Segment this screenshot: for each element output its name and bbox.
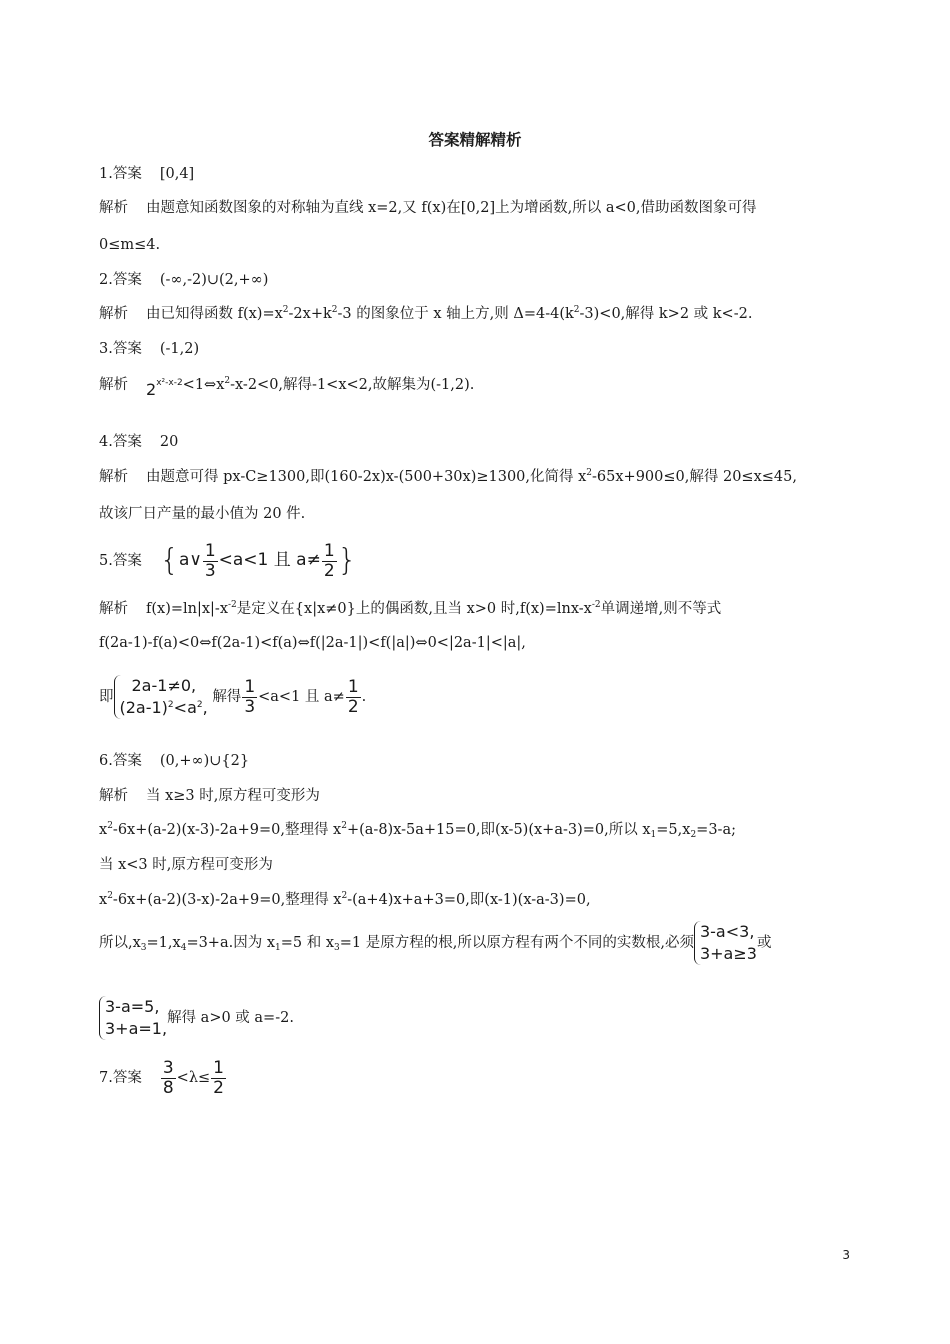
q5-exp-sup2: -2 xyxy=(591,600,601,610)
q6-line3: 当 x<3 时,原方程可变形为 xyxy=(99,857,273,873)
q2-exp-c: -3 的图象位于 x 轴上方,则 Δ=4-4(k xyxy=(337,306,574,322)
q2-answer: (-∞,-2)∪(2,+∞) xyxy=(159,272,269,288)
q5-res-fraction-1 xyxy=(242,678,257,717)
q3-power xyxy=(146,380,183,400)
q2-label: 2.答案 xyxy=(99,272,142,288)
q5-exp-sup1: -2 xyxy=(228,600,237,610)
q6-l5c: =3+a.因为 x xyxy=(186,935,276,951)
q3-explanation: 解析 $2^{x^2-x-2}<1\Leftrightarrow x^2-x-2<0$,解得-1<x<2,故解集为(-1,2). xyxy=(99,376,475,399)
q5-res-mid: <a<1 且 a≠ xyxy=(258,689,345,705)
q5-res-fraction-2 xyxy=(346,678,361,717)
q6-answer-line xyxy=(99,751,249,771)
q6-sysA-row1: 3-a<3, xyxy=(699,922,755,941)
q6-line4: $x^2-6x+(a-2)(3-x)-2a+9=0$,整理得 $x^2-(a+4)x+a+3=0$,即(x-1)(x-a-3)=0, xyxy=(99,891,591,908)
q5-exp-label: 解析 xyxy=(99,601,128,617)
denominator: 3 xyxy=(204,560,216,581)
q7-mid: <λ≤ xyxy=(176,1070,211,1086)
q5-exp-1c: 单调递增,则不等式 xyxy=(600,601,722,617)
q6-line1: 当 x≥3 时,原方程可变形为 xyxy=(146,788,320,804)
q3-label: 3.答案 xyxy=(99,341,142,357)
q6-l5b: =1,x xyxy=(146,935,181,951)
q5-sys-row2: $(2a-1)^2<a^2$, xyxy=(119,698,208,717)
numerator: 1 xyxy=(244,676,256,697)
q3-exponent: x²-x-2 xyxy=(156,378,183,388)
q4-exp-1b: -65x+900≤0,解得 20≤x≤45, xyxy=(592,469,797,485)
q1-exp-label: 解析 xyxy=(99,200,128,216)
left-brace: { xyxy=(159,543,179,578)
q4-answer-line xyxy=(99,432,178,452)
q3-exp-a: <1⇔x xyxy=(182,377,225,393)
q5-explanation-line1 xyxy=(99,599,721,619)
denominator: 2 xyxy=(347,696,359,717)
q6-line5: 所以$,x_3=1,x_4=3+a$.因为 $x_1=5$ 和 $x_3=1$ 是原方程的根,所以原方程有两个不同的实数根,必须 3-a<3, 3+a≥3 或 xyxy=(99,922,772,963)
denominator: 2 xyxy=(213,1077,224,1098)
q5-explanation-line2: f(2a-1)-f(a)<0⇔f(2a-1)<f(a)⇔f(|2a-1|)<f(|a|)⇔0<|2a-1|<|a|, xyxy=(99,635,526,651)
q7-fraction-2 xyxy=(211,1059,226,1098)
q5-res-end: . xyxy=(361,689,367,705)
q6-label: 6.答案 xyxy=(99,753,142,769)
denominator: 2 xyxy=(323,560,335,581)
q6-l2d: =5,x xyxy=(656,822,691,838)
q3-exp-b: -x-2<0,解得-1<x<2,故解集为(-1,2). xyxy=(230,377,475,393)
q4-exp-1a: 由题意可得 px-C≥1300,即(160-2x)x-(500+30x)≥1300,化简得 x xyxy=(146,469,587,485)
q1-explanation-line1 xyxy=(99,198,756,218)
q3-base: 2 xyxy=(146,380,157,399)
denominator: 3 xyxy=(244,696,256,717)
q6-l2c: +(a-8)x-5a+15=0,即(x-5)(x+a-3)=0,所以 x xyxy=(346,822,651,838)
page-number: 3 xyxy=(842,1248,850,1262)
q5-exp-1b: 是定义在{x|x≠0}上的偶函数,且当 x>0 时,f(x)=lnx-x xyxy=(236,601,592,617)
q2-answer-line xyxy=(99,270,268,290)
q6-line6 xyxy=(99,993,294,1043)
q5-ans-fraction-2 xyxy=(322,542,337,581)
q5-sys-row1: 2a-1≠0, xyxy=(131,676,197,695)
q6-system-b xyxy=(99,996,167,1040)
q6-l2a: x xyxy=(99,822,108,838)
q3-answer-line xyxy=(99,339,199,359)
q6-system-a xyxy=(694,921,757,965)
q1-answer: [0,4] xyxy=(159,166,195,182)
q2-exp-b: -2x+k xyxy=(288,306,332,322)
q7-fraction-1 xyxy=(161,1059,176,1098)
q2-exp-label: 解析 xyxy=(99,306,128,322)
q5-jiede: 解得 xyxy=(212,689,242,705)
q6-l4b: -6x+(a-2)(3-x)-2a+9=0,整理得 x xyxy=(112,892,342,908)
q6-line2: $x^2-6x+(a-2)(x-3)-2a+9=0$,整理得 $x^2+(a-8)x-5a+15=0$,即(x-5)(x+a-3)=0,所以 $x_1=5,x_2=3-a$; xyxy=(99,821,736,840)
q1-explanation-line2: 0≤m≤4. xyxy=(99,237,161,253)
q6-answer: (0,+∞)∪{2} xyxy=(159,753,250,769)
numerator: 1 xyxy=(213,1057,224,1078)
page-title: 答案精解精析 xyxy=(428,131,522,149)
q6-l5d: =5 和 x xyxy=(280,935,335,951)
q5-ans-b: <a<1 且 a≠ xyxy=(218,550,321,570)
q6-exp-label: 解析 xyxy=(99,788,128,804)
q6-l4a: x xyxy=(99,892,108,908)
q6-l4c: -(a+4)x+a+3=0,即(x-1)(x-a-3)=0, xyxy=(347,892,591,908)
numerator: 1 xyxy=(204,540,216,561)
q3-exp-label: 解析 xyxy=(99,377,128,393)
numerator: 1 xyxy=(323,540,335,561)
q6-sysB-row1: 3-a=5, xyxy=(105,997,160,1016)
q6-sysA-row2: 3+a≥3 xyxy=(699,944,757,963)
q6-sysB-row2: 3+a=1, xyxy=(105,1019,168,1038)
q4-explanation-line2: 故该厂日产量的最小值为 20 件. xyxy=(99,506,306,522)
q6-l2b: -6x+(a-2)(x-3)-2a+9=0,整理得 x xyxy=(112,822,342,838)
q5-sys-row2a: (2a-1) xyxy=(119,698,168,717)
numerator: 1 xyxy=(347,676,359,697)
q5-exp-1a: f(x)=ln|x|-x xyxy=(146,601,229,617)
q7-label: 7.答案 xyxy=(99,1070,142,1086)
q2-exp-a: 由已知得函数 f(x)=x xyxy=(146,306,283,322)
q5-system xyxy=(114,675,208,719)
q7-answer-line xyxy=(99,1055,227,1101)
q5-explanation-line3 xyxy=(99,672,366,722)
q1-label: 1.答案 xyxy=(99,166,142,182)
q6-explanation-line1 xyxy=(99,786,320,806)
q6-or: 或 xyxy=(756,935,772,951)
q2-explanation: 解析 由已知得函数 $f(x)=x^2-2x+k^2-3$ 的图象位于 x 轴上方,则 $\Delta=4-4(k^2-3)<0$,解得 k>2 或 k<-2. xyxy=(99,305,753,322)
q5-ji: 即 xyxy=(99,689,114,705)
q6-l2e: =3-a; xyxy=(696,822,736,838)
q4-explanation-line1: 解析 由题意可得 px-C≥1300,即(160-2x)x-(500+30x)≥1300,化简得 $x^2-65x+900\le 0$,解得 20≤x≤45, xyxy=(99,468,797,485)
numerator: 3 xyxy=(162,1057,174,1078)
q6-l5a: 所以,x xyxy=(99,935,141,951)
q6-l5e: =1 是原方程的根,所以原方程有两个不同的实数根,必须 xyxy=(339,935,694,951)
q1-exp-text: 由题意知函数图象的对称轴为直线 x=2,又 f(x)在[0,2]上为增函数,所以 a<0,借助函数图象可得 xyxy=(146,200,757,216)
q5-label: 5.答案 xyxy=(99,553,142,569)
q4-label: 4.答案 xyxy=(99,434,142,450)
right-brace: } xyxy=(337,543,357,578)
q6-l6: 解得 a>0 或 a=-2. xyxy=(167,1010,294,1026)
denominator: 8 xyxy=(162,1077,174,1098)
q5-ans-fraction-1 xyxy=(203,542,218,581)
q1-answer-line xyxy=(99,164,194,184)
q3-answer: (-1,2) xyxy=(159,341,200,357)
q2-exp-d: -3)<0,解得 k>2 或 k<-2. xyxy=(579,306,753,322)
q5-sys-row2b: <a xyxy=(173,698,197,717)
q5-answer-line xyxy=(99,540,357,581)
q4-answer: 20 xyxy=(159,434,179,450)
q5-ans-a: a∨ xyxy=(178,550,202,570)
q5-sys-row2c: , xyxy=(202,698,208,717)
q4-exp-label: 解析 xyxy=(99,469,128,485)
